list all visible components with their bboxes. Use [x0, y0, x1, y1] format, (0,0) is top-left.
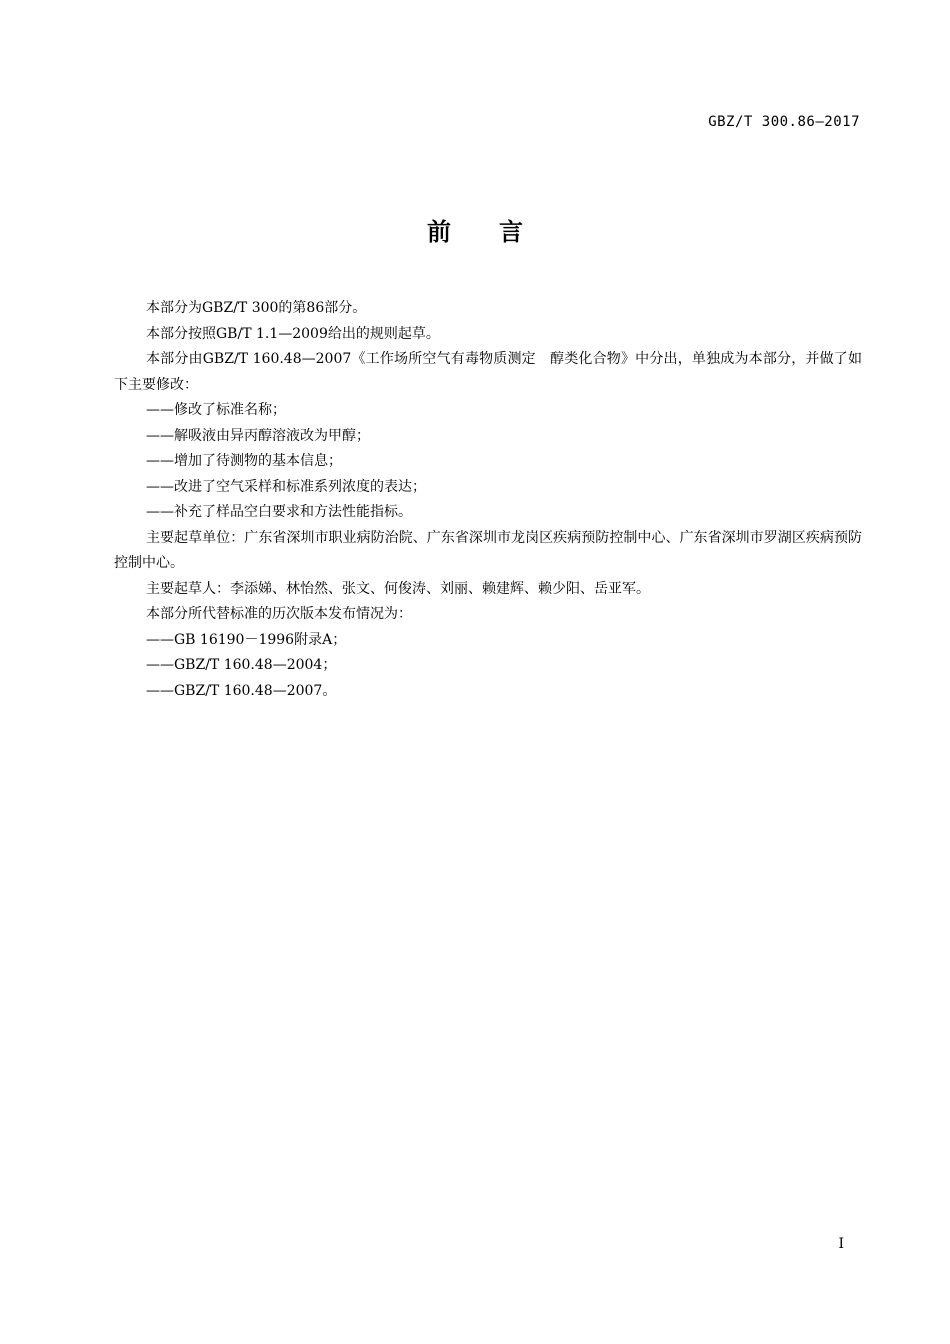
list-item-change: ——增加了待测物的基本信息； — [146, 453, 342, 469]
paragraph-drafting-units: 主要起草单位：广东省深圳市职业病防治院、广东省深圳市龙岗区疾病预防控制中心、广东省深圳市罗湖区疾病预防控制中心。 — [114, 529, 862, 571]
standard-code: GBZ/T 300.86—2017 — [708, 114, 860, 130]
paragraph-drafting-rules: 本部分按照GB/T 1.1—2009给出的规则起草。 — [146, 325, 440, 342]
list-item-change: ——修改了标准名称； — [146, 402, 286, 418]
paragraph-part-statement: 本部分为GBZ/T 300的第86部分。 — [146, 300, 367, 316]
page-title: 前言 — [427, 218, 571, 246]
list-item-version: ——GBZ/T 160.48—2004； — [146, 657, 337, 673]
paragraph-version-history: 本部分所代替标准的历次版本发布情况为： — [146, 606, 412, 622]
list-item-version: ——GB 16190－1996附录A； — [146, 631, 347, 648]
list-item-change: ——补充了样品空白要求和方法性能指标。 — [146, 504, 412, 520]
page-number: I — [838, 1236, 844, 1252]
paragraph-drafters: 主要起草人：李添娣、林怡然、张文、何俊涛、刘丽、赖建辉、赖少阳、岳亚军。 — [146, 580, 650, 597]
list-item-change: ——改进了空气采样和标准系列浓度的表达； — [146, 478, 426, 495]
list-item-change: ——解吸液由异丙醇溶液改为甲醇； — [146, 427, 370, 444]
paragraph-origin: 本部分由GBZ/T 160.48—2007《工作场所空气有毒物质测定 醇类化合物》中分出，单独成为本部分，并做了如下主要修改： — [114, 351, 862, 393]
foreword-body — [114, 296, 862, 704]
list-item-version: ——GBZ/T 160.48—2007。 — [146, 682, 337, 699]
